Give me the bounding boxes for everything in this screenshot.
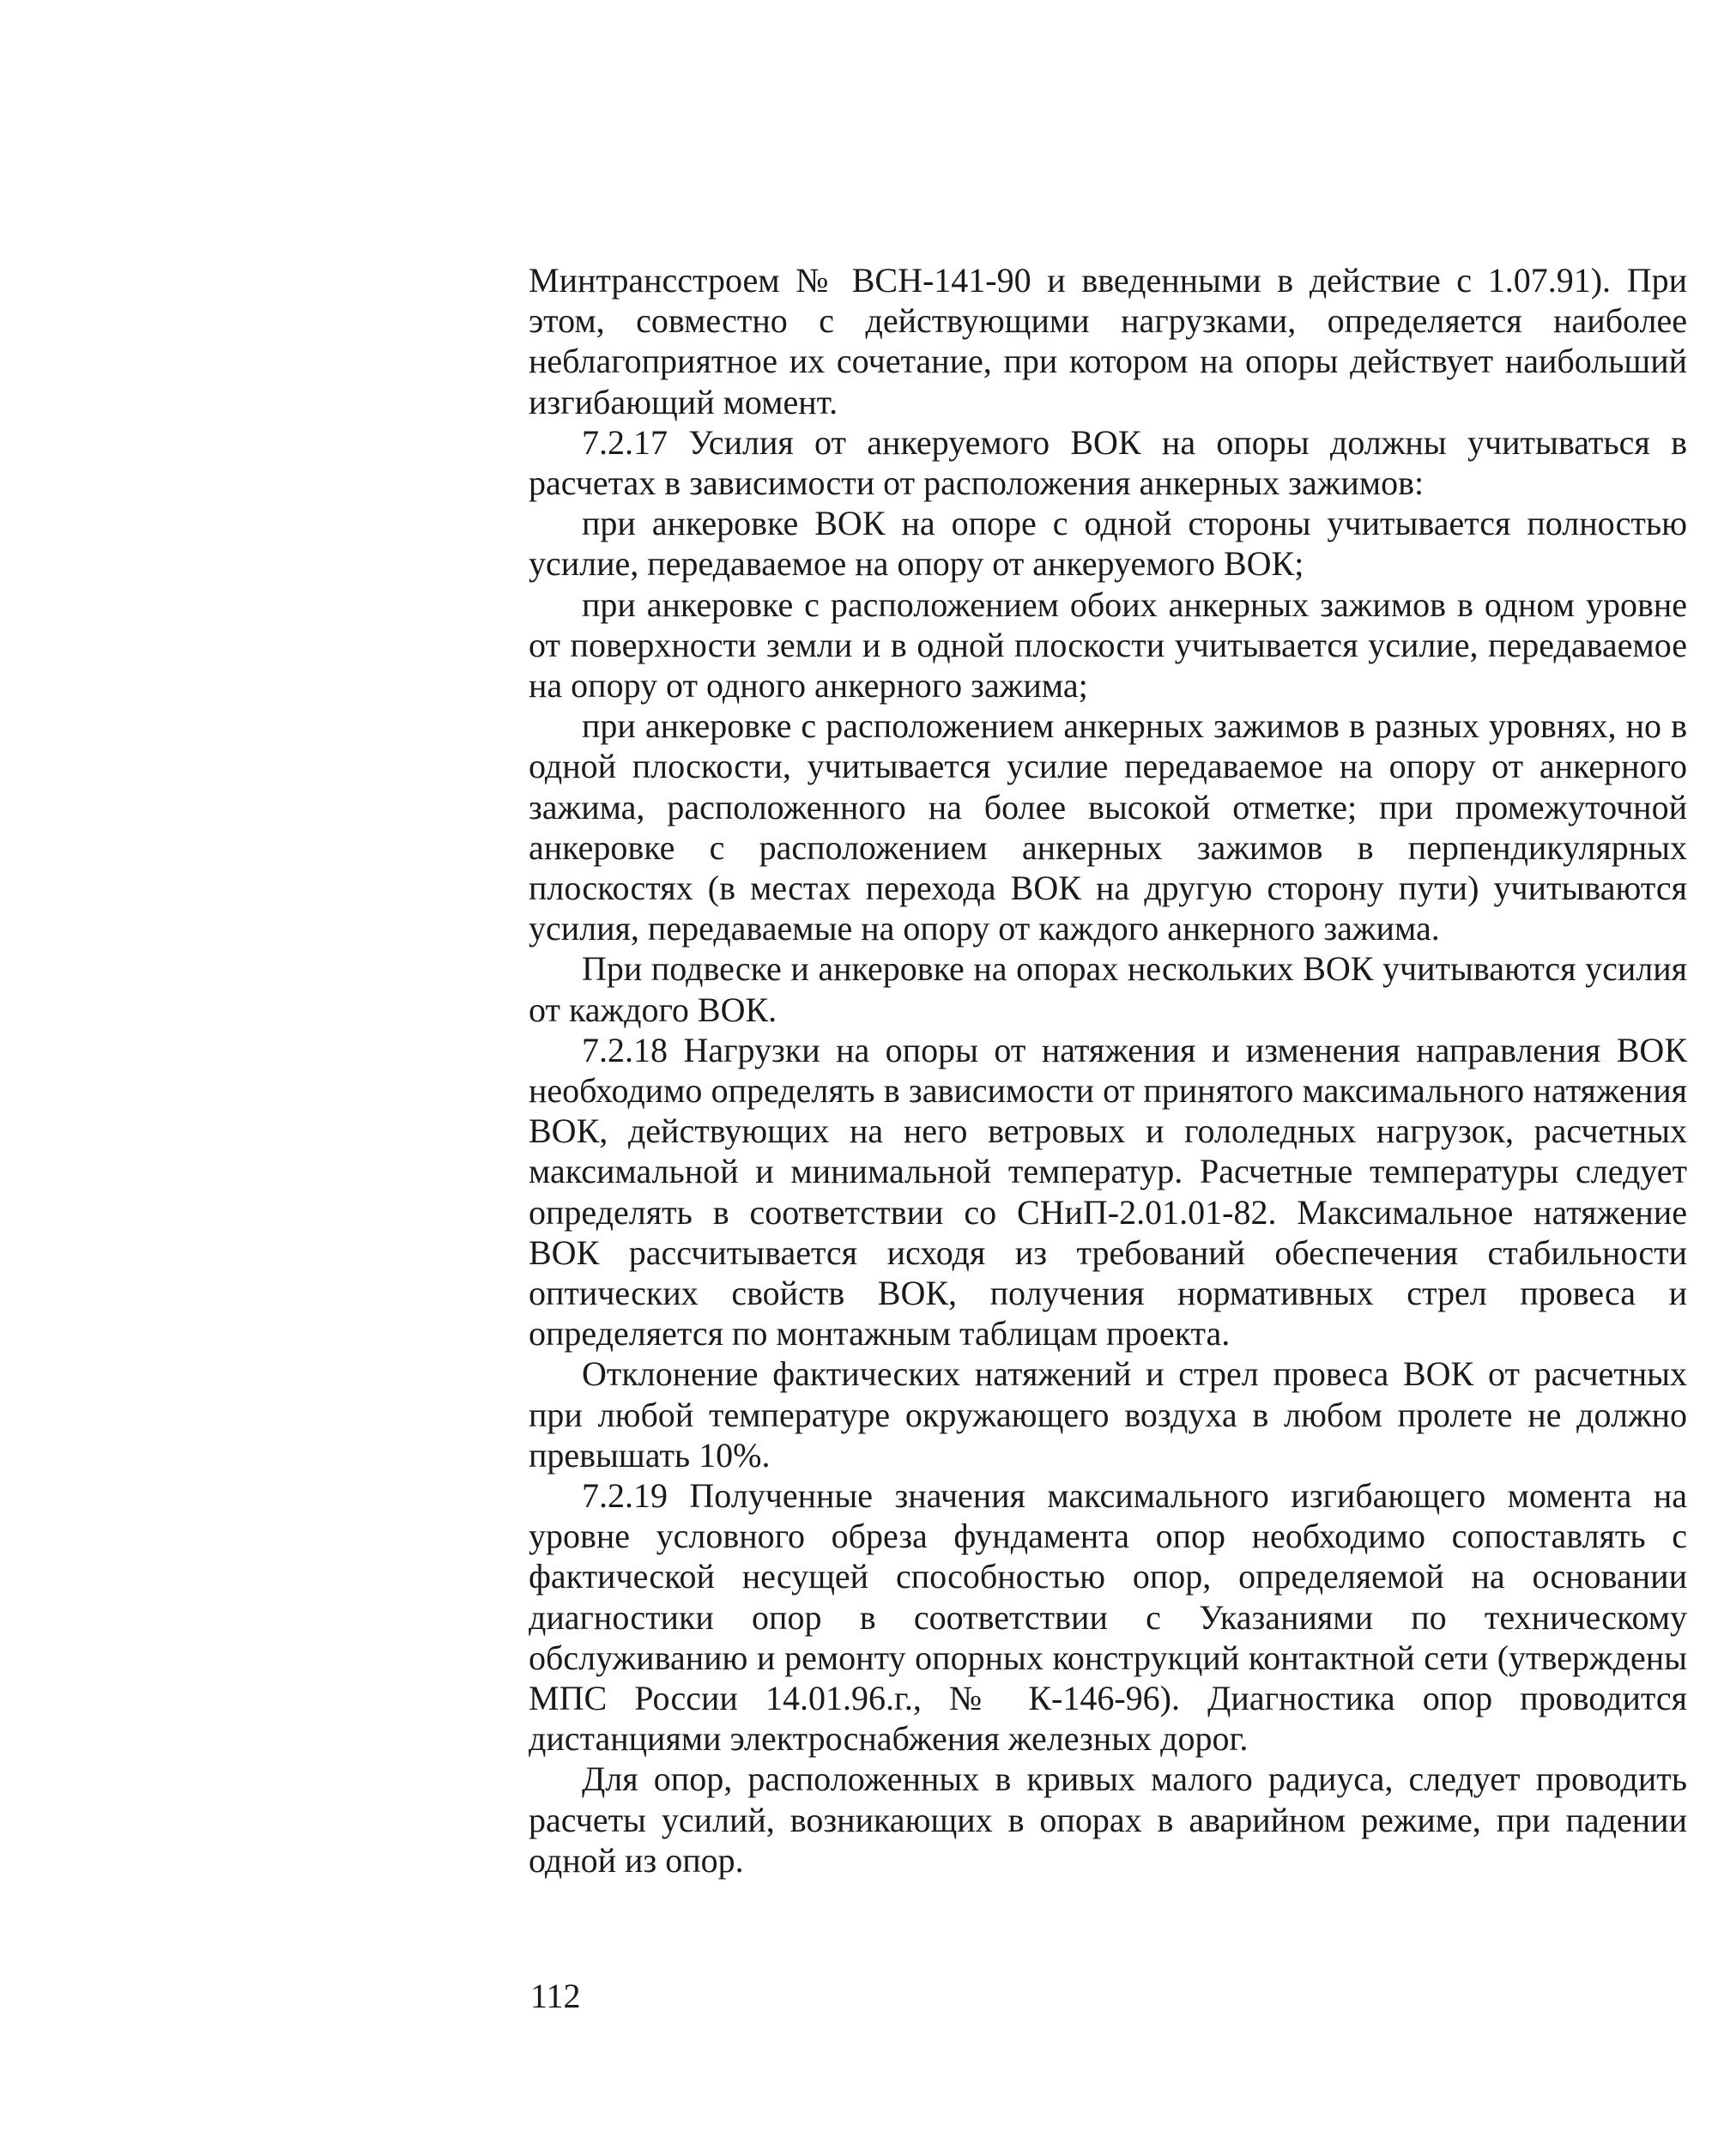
paragraph-8: Отклонение фактических натяжений и стрел провеса ВОК от расчетных при любой температуре окружающего воздуха в любом пролете не должно превышать 10%. [529, 1354, 1687, 1475]
paragraph-10: Для опор, расположенных в кривых малого радиуса, следует проводить расчеты усилий, возникающих в опорах в аварийном режиме, при падении одной из опор. [529, 1759, 1687, 1880]
page-number: 112 [530, 1977, 581, 2015]
paragraph-7: 7.2.18 Нагрузки на опоры от натяжения и изменения направления ВОК необходимо определять в зависимости от принятого максимального натяжения ВОК, действующих на него ветровых и гололедных нагрузок, расчетных максимальной и минимальной температур. Расчетные температуры следует определять в соответствии со СНиП-2.01.01-82. Максимальное натяжение ВОК рассчитывается исходя из требований обеспечения стабильности оптических свойств ВОК, получения нормативных стрел провеса и определяется по монтажным таблицам проекта. [529, 1030, 1687, 1354]
paragraph-6: При подвеске и анкеровке на опорах нескольких ВОК учитываются усилия от каждого ВОК. [529, 949, 1687, 1029]
paragraph-9: 7.2.19 Полученные значения максимального изгибающего момента на уровне условного обреза фундамента опор необходимо сопоставлять с фактической несущей способностью опор, определяемой на основании диагностики опор в соответствии с Указаниями по техническому обслуживанию и ремонту опорных конструкций контактной сети (утверждены МПС России 14.01.96.г., № К-146-96). Диагностика опор проводится дистанциями электроснабжения железных дорог. [529, 1475, 1687, 1759]
paragraph-2: 7.2.17 Усилия от анкеруемого ВОК на опоры должны учитываться в расчетах в зависимости от расположения анкерных зажимов: [529, 422, 1687, 502]
paragraph-5: при анкеровке с расположением анкерных зажимов в разных уровнях, но в одной плоскости, учитывается усилие передаваемое на опору от анкерного зажима, расположенного на более высокой отметке; при промежуточной анкеровке с расположением анкерных зажимов в перпендикулярных плоскостях (в местах перехода ВОК на другую сторону пути) учитываются усилия, передаваемые на опору от каждого анкерного зажима. [529, 706, 1687, 948]
body-text [529, 260, 1687, 1880]
paragraph-4: при анкеровке с расположением обоих анкерных зажимов в одном уровне от поверхности земли и в одной плоскости учитывается усилие, передаваемое на опору от одного анкерного зажима; [529, 584, 1687, 705]
paragraph-3: при анкеровке ВОК на опоре с одной стороны учитывается полностью усилие, передаваемое на опору от анкеруемого ВОК; [529, 504, 1687, 584]
paragraph-1: Минтрансстроем № ВСН-141-90 и введенными в действие с 1.07.91). При этом, совместно с действующими нагрузками, определяется наиболее неблагоприятное их сочетание, при котором на опоры действует наибольший изгибающий момент. [529, 261, 1687, 421]
